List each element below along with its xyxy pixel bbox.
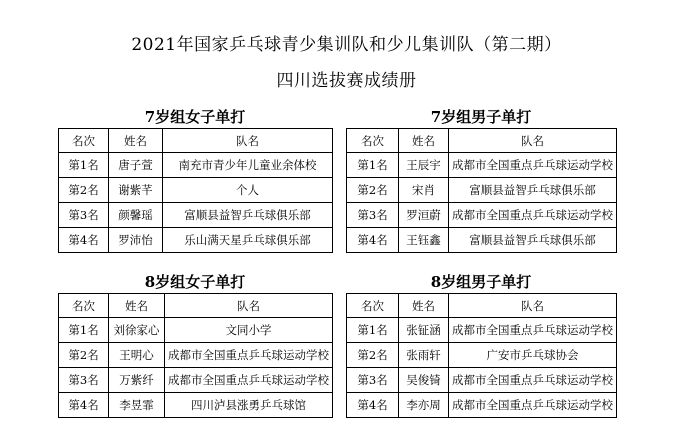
name-cell: 罗沛怡 [109, 228, 163, 253]
rank-cell: 第4名 [59, 393, 109, 418]
team-cell: 成都市全国重点乒乓球运动学校 [165, 343, 333, 368]
table-header-row [59, 294, 333, 318]
table-row [347, 318, 617, 343]
team-cell: 成都市全国重点乒乓球运动学校 [449, 153, 617, 178]
document-subtitle: 四川选拔赛成绩册 [276, 71, 417, 91]
name-cell: 王明心 [109, 343, 165, 368]
results-table-girls-7 [58, 128, 333, 253]
rank-cell: 第4名 [347, 228, 399, 253]
name-cell: 颜馨瑶 [109, 203, 163, 228]
rank-cell: 第2名 [59, 178, 109, 203]
rank-cell: 第1名 [59, 318, 109, 343]
table-row [59, 228, 333, 253]
name-cell: 张雨轩 [399, 343, 449, 368]
section-title-boys-8: 8岁组男子单打 [430, 273, 532, 291]
document-title: 2021年国家乒乓球青少集训队和少儿集训队（第二期） [131, 35, 562, 55]
team-cell: 富顺县益智乒乓球俱乐部 [449, 178, 617, 203]
table-row [59, 203, 333, 228]
section-title-girls-8: 8岁组女子单打 [144, 273, 246, 291]
col-rank-header: 名次 [347, 294, 399, 318]
col-name-header: 姓名 [109, 129, 163, 153]
team-cell: 广安市乒乓球协会 [449, 343, 617, 368]
table-row [347, 178, 617, 203]
table-row [347, 368, 617, 393]
table-row [59, 393, 333, 418]
team-cell: 成都市全国重点乒乓球运动学校 [449, 368, 617, 393]
section-title-boys-7: 7岁组男子单打 [430, 108, 532, 126]
table-row [347, 228, 617, 253]
col-rank-header: 名次 [59, 129, 109, 153]
rank-cell: 第4名 [347, 393, 399, 418]
rank-cell: 第2名 [347, 343, 399, 368]
table-header-row [347, 129, 617, 153]
table-row [347, 153, 617, 178]
team-cell: 文同小学 [165, 318, 333, 343]
rank-cell: 第1名 [347, 153, 399, 178]
table-row [347, 343, 617, 368]
rank-cell: 第3名 [59, 203, 109, 228]
rank-cell: 第1名 [59, 153, 109, 178]
name-cell: 李亦周 [399, 393, 449, 418]
col-team-header: 队名 [449, 129, 617, 153]
col-name-header: 姓名 [399, 129, 449, 153]
name-cell: 宋肖 [399, 178, 449, 203]
name-cell: 刘徐家心 [109, 318, 165, 343]
name-cell: 罗洹蔚 [399, 203, 449, 228]
table-header-row [347, 294, 617, 318]
rank-cell: 第3名 [347, 203, 399, 228]
col-rank-header: 名次 [59, 294, 109, 318]
rank-cell: 第2名 [59, 343, 109, 368]
section-title-girls-7: 7岁组女子单打 [144, 108, 246, 126]
col-team-header: 队名 [449, 294, 617, 318]
rank-cell: 第3名 [347, 368, 399, 393]
table-row [59, 368, 333, 393]
team-cell: 成都市全国重点乒乓球运动学校 [449, 318, 617, 343]
team-cell: 南充市青少年儿童业余体校 [163, 153, 333, 178]
name-cell: 王辰宇 [399, 153, 449, 178]
name-cell: 李昱霏 [109, 393, 165, 418]
name-cell: 吴俊锜 [399, 368, 449, 393]
name-cell: 唐子萱 [109, 153, 163, 178]
table-row [59, 153, 333, 178]
team-cell: 富顺县益智乒乓球俱乐部 [449, 228, 617, 253]
table-row [59, 178, 333, 203]
table-row [347, 393, 617, 418]
name-cell: 张钲涵 [399, 318, 449, 343]
table-row [347, 203, 617, 228]
name-cell: 王钰鑫 [399, 228, 449, 253]
results-table-boys-8 [346, 293, 617, 418]
rank-cell: 第2名 [347, 178, 399, 203]
team-cell: 成都市全国重点乒乓球运动学校 [449, 203, 617, 228]
team-cell: 富顺县益智乒乓球俱乐部 [163, 203, 333, 228]
table-row [59, 318, 333, 343]
table-row [59, 343, 333, 368]
name-cell: 万紫纤 [109, 368, 165, 393]
col-rank-header: 名次 [347, 129, 399, 153]
rank-cell: 第4名 [59, 228, 109, 253]
col-name-header: 姓名 [109, 294, 165, 318]
team-cell: 成都市全国重点乒乓球运动学校 [449, 393, 617, 418]
team-cell: 个人 [163, 178, 333, 203]
rank-cell: 第1名 [347, 318, 399, 343]
col-team-header: 队名 [165, 294, 333, 318]
results-table-girls-8 [58, 293, 333, 418]
team-cell: 四川泸县涨勇乒乓球馆 [165, 393, 333, 418]
col-name-header: 姓名 [399, 294, 449, 318]
team-cell: 成都市全国重点乒乓球运动学校 [165, 368, 333, 393]
rank-cell: 第3名 [59, 368, 109, 393]
results-table-boys-7 [346, 128, 617, 253]
col-team-header: 队名 [163, 129, 333, 153]
team-cell: 乐山满天星乒乓球俱乐部 [163, 228, 333, 253]
table-header-row [59, 129, 333, 153]
name-cell: 谢紫芊 [109, 178, 163, 203]
